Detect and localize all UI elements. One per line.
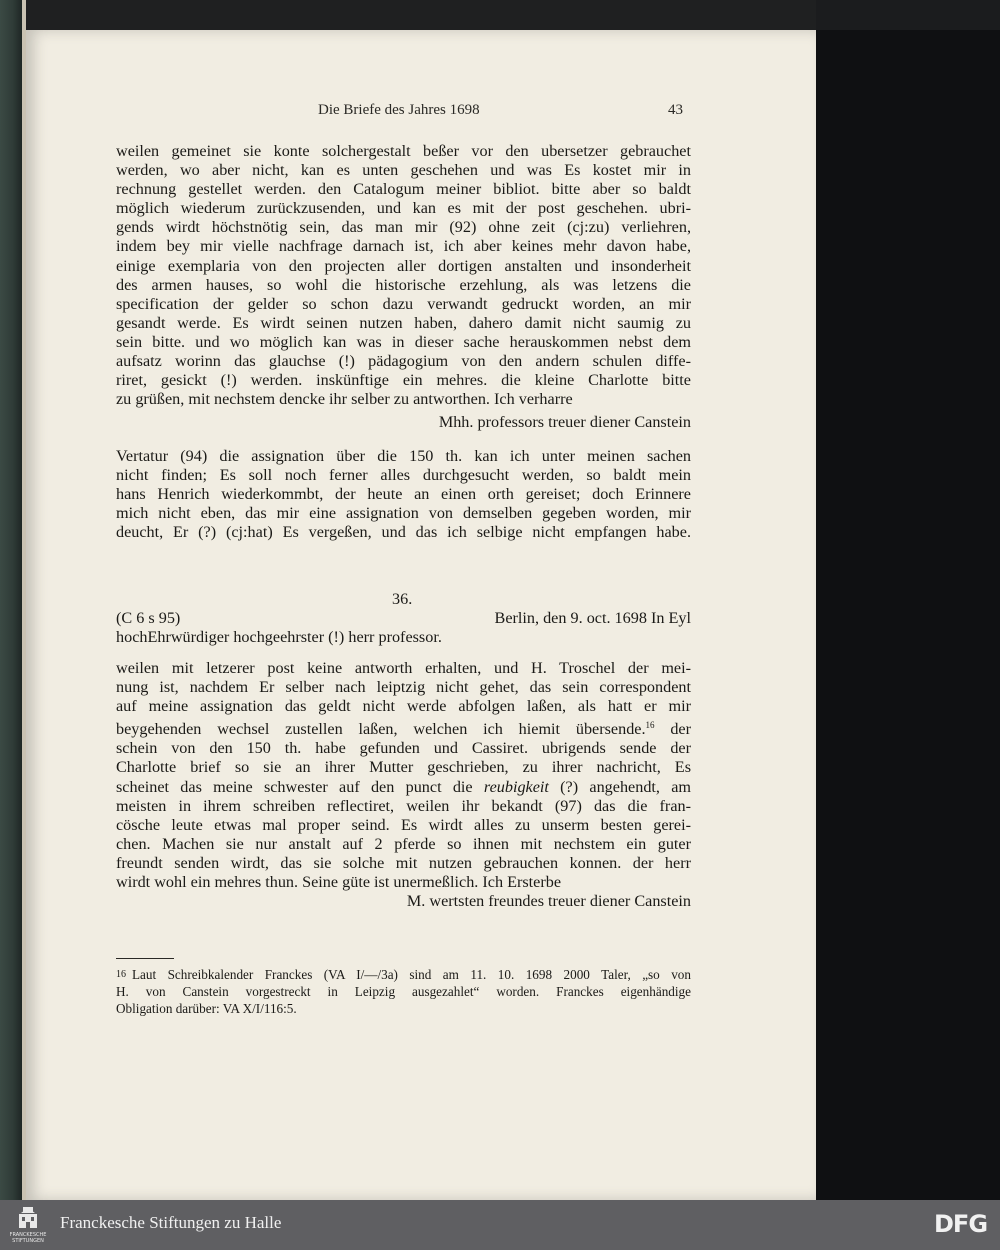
text-line: aufsatz worinn das glauchse (!) pädagogium von den andern schulen diffe- [116,352,691,371]
text-line: werden, wo aber nicht, kan es unten geschehen und was Es kostet mir in [116,161,691,180]
italic-word: reubigkeit [483,777,549,796]
page-number: 43 [668,102,683,118]
text-line: auf meine assignation das geldt nicht werde abfolgen laßen, als hatt er mir [116,697,691,716]
dfg-logo[interactable]: DFG [934,1210,988,1238]
text-line: weilen gemeinet sie konte solchergestalt beßer vor den ubersetzer gebrauchet [116,142,691,160]
logo-caption [4,1232,52,1244]
signature-2: M. wertsten freundes treuer diener Canstein [406,892,691,910]
running-head: Die Briefe des Jahres 1698 [318,102,480,118]
text-segment: (?) angehendt, am [548,777,691,796]
scan-top-border [26,0,816,30]
text-line: deucht, Er (?) (cj:hat) Es vergeßen, und das ich selbige nicht empfangen habe. [116,523,691,542]
text-line: einige exemplaria von den projecten aller dortigen anstalten und insonderheit [116,256,691,275]
signature-1: Mhh. professors treuer diener Canstein [438,413,691,431]
footnote [116,966,691,1017]
footnote-marker: 16 [116,969,126,980]
text-line: cösche leute etwas mal proper seind. Es wirdt alles zu unserm besten gerei- [116,815,691,834]
text-line: chen. Machen sie nur anstalt auf 2 pferde so ihnen mit nechstem ein guter [116,834,691,853]
salutation: hochEhrwürdiger hochgeehrster (!) herr professor. [116,628,442,646]
text-line: schein von den 150 th. habe gefunden und Cassiret. ubrigends sende der [116,739,691,758]
text-line: des armen hauses, so wohl die historische erzehlung, als was letzens die [116,275,691,294]
text-line: gends wirdt höchstnötig sein, das man mir (92) ohne zeit (cj:zu) verliehren, [116,218,691,237]
text-line: sein bitte. und wo möglich kan was in dieser sache herauskommen nebst dem [116,332,691,351]
postscript-paragraph [116,447,691,542]
footnote-rule [116,958,174,959]
logo-caption-line: STIFTUNGEN [12,1238,44,1244]
text-line: gesandt werde. Es wirdt seinen nutzen haben, dahero damit nicht saumig zu [116,313,691,332]
scan-right-border [816,30,1000,1200]
text-segment: der [654,720,692,739]
footnote-line: Obligation darüber: VA X/I/116:5. [116,1001,297,1016]
text-line: indem bey mir vielle nachfrage darnach ist, ich aber keines mehr davon habe, [116,237,691,256]
text-line: nicht finden; Es soll noch ferner alles durchgesucht werden, so baldt mein [116,466,691,485]
text-line: hans Henrich wiederkommbt, der heute an einen orth gereiset; doch Erinnere [116,485,691,504]
text-line [116,778,691,797]
footer-title-link[interactable]: Franckesche Stiftungen zu Halle [60,1213,282,1232]
text-line: freundt senden wirdt, das sie solche mit nutzen gebrauchen konnen. der herr [116,853,691,872]
text-line: wirdt wohl ein mehres thun. Seine güte ist unermeßlich. Ich Ersterbe [116,873,562,892]
text-line: möglich wiederum zurückzusenden, und kan es mit der post geschehen. ubri- [116,199,691,218]
letter-number: 36. [392,590,413,608]
text-line [116,716,691,739]
text-segment: Laut Schreibkalender Franckes (VA I/—/3a) sind am 11. 10. 1698 2000 Taler, „so von [132,967,691,982]
text-segment: scheinet das meine schwester auf den punct die [116,777,484,796]
text-line: specification der gelder so schon dazu verwandt gedruckt worden, an mir [116,294,691,313]
logo-caption-line: FRANCKESCHE [9,1232,47,1238]
text-line: Charlotte brief so sie an ihrer Mutter geschrieben, zu ihrer nachricht, Es [116,758,691,777]
text-line: riret, gesickt (!) werden. inskünftige ein mehres. die kleine Charlotte bitte [116,371,691,390]
book-spine [0,0,22,1200]
footnote-reference: 16 [645,720,655,731]
letter-dateline: Berlin, den 9. oct. 1698 In Eyl [494,609,691,627]
footnote-line: H. von Canstein vorgestreckt in Leipzig ausgezahlet“ worden. Franckes eigenhändige [116,984,691,999]
text-line: mich nicht eben, das mir eine assignation von demselben gegeben worden, mir [116,504,691,523]
text-line: meisten in ihrem schreiben reflectiret, weilen ihr bekandt (97) das die fran- [116,796,691,815]
text-line: nung ist, nachdem Er selber nach leiptzig nicht gehet, das sein correspondent [116,678,691,697]
text-line: weilen mit letzerer post keine antworth erhalten, und H. Troschel der mei- [116,659,691,677]
text-line: rechnung gestellet werden. den Catalogum meiner bibliot. bitte aber so baldt [116,180,691,199]
letter-paragraph-1 [116,142,691,409]
text-segment: beygehenden wechsel zustellen laßen, welchen ich hiemit übersende. [116,720,646,739]
text-line: zu grüßen, mit nechstem dencke ihr selber zu antworthen. Ich verharre [116,390,573,409]
footnote-line [116,966,691,983]
letter-paragraph-3 [116,659,691,892]
letter-source: (C 6 s 95) [116,609,181,627]
text-line: Vertatur (94) die assignation über die 150 th. kan ich unter meinen sachen [116,447,691,465]
